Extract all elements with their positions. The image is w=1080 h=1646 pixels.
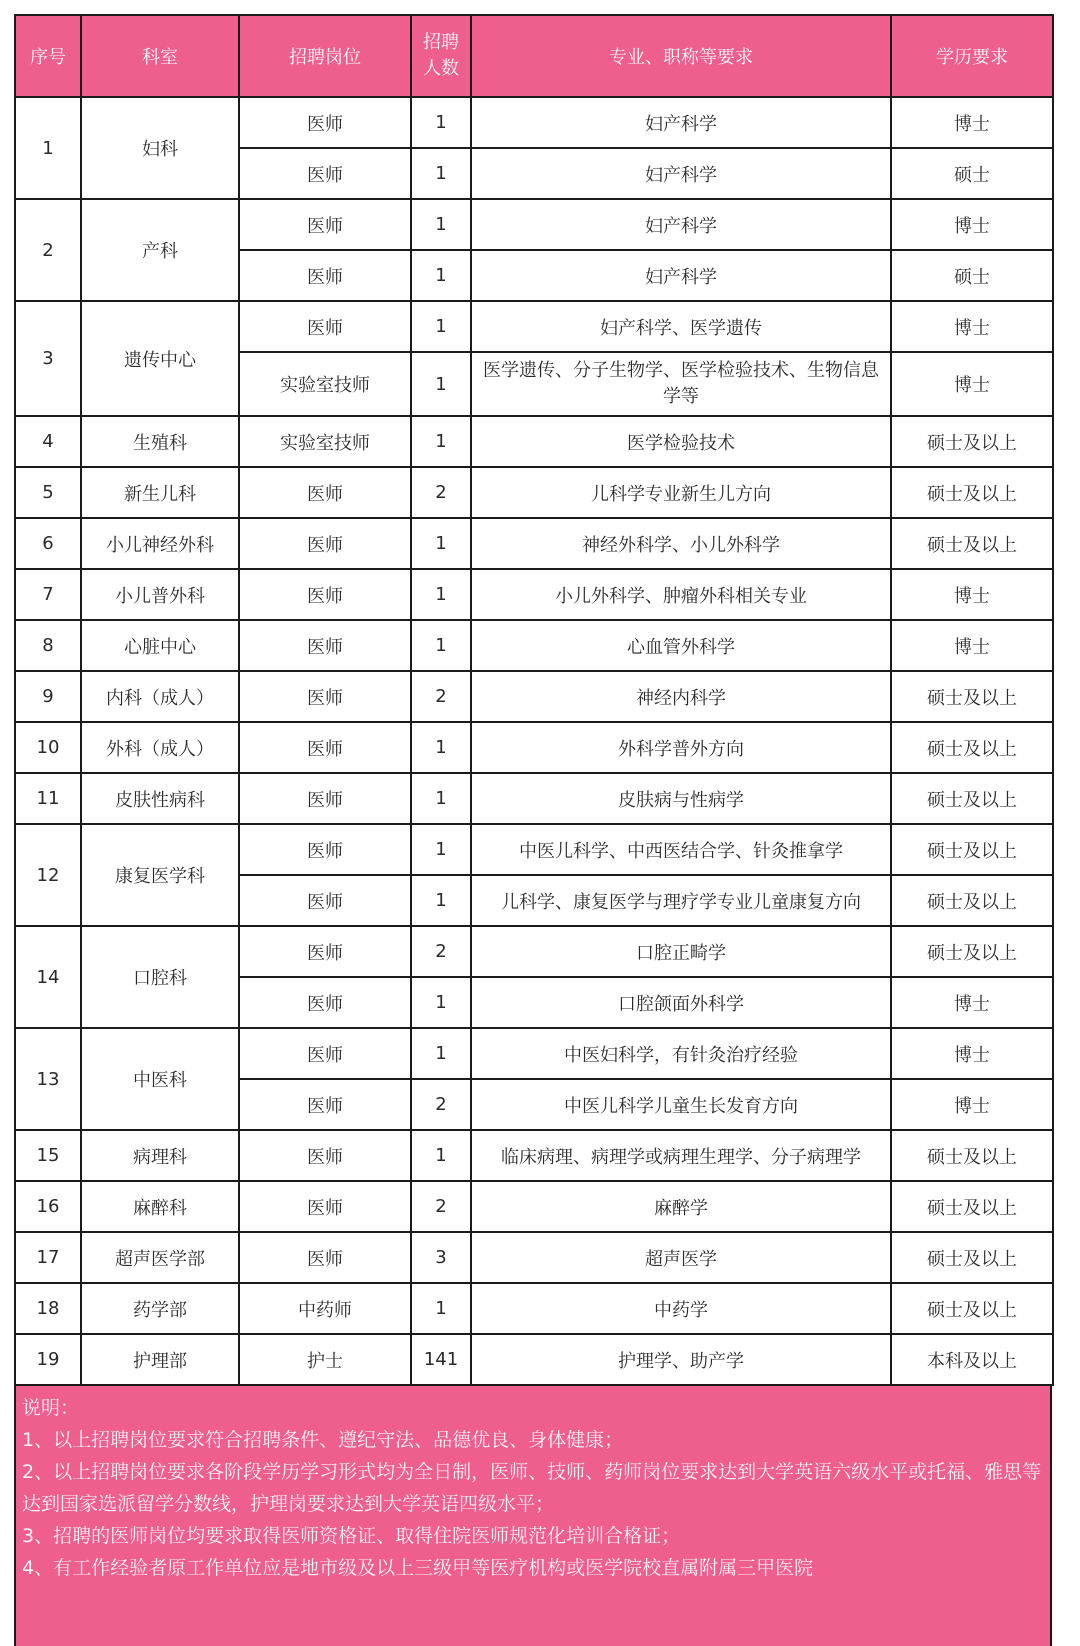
- cell-degree: 硕士及以上: [891, 1181, 1053, 1232]
- cell-count: 1: [411, 416, 471, 467]
- cell-seq: 12: [15, 824, 81, 926]
- cell-major: 中医儿科学儿童生长发育方向: [471, 1079, 891, 1130]
- cell-count: 3: [411, 1232, 471, 1283]
- cell-seq: 16: [15, 1181, 81, 1232]
- cell-count: 2: [411, 1079, 471, 1130]
- cell-count: 1: [411, 977, 471, 1028]
- cell-seq: 6: [15, 518, 81, 569]
- cell-position: 医师: [239, 977, 411, 1028]
- cell-seq: 14: [15, 926, 81, 1028]
- cell-major: 心血管外科学: [471, 620, 891, 671]
- table-row: [15, 1130, 1053, 1181]
- cell-major: 口腔颌面外科学: [471, 977, 891, 1028]
- cell-position: 医师: [239, 926, 411, 977]
- cell-seq: 5: [15, 467, 81, 518]
- cell-position: 医师: [239, 1079, 411, 1130]
- cell-count: 2: [411, 467, 471, 518]
- cell-count: 1: [411, 250, 471, 301]
- cell-degree: 硕士及以上: [891, 824, 1053, 875]
- cell-degree: 硕士及以上: [891, 1232, 1053, 1283]
- cell-count: 1: [411, 824, 471, 875]
- cell-count: 1: [411, 148, 471, 199]
- cell-position: 医师: [239, 250, 411, 301]
- table-row: [15, 1283, 1053, 1334]
- cell-position: 医师: [239, 773, 411, 824]
- cell-major: 小儿外科学、肿瘤外科相关专业: [471, 569, 891, 620]
- table-row: [15, 773, 1053, 824]
- cell-dept: 新生儿科: [81, 467, 239, 518]
- cell-position: 医师: [239, 1232, 411, 1283]
- cell-position: 医师: [239, 518, 411, 569]
- table-row: [15, 467, 1053, 518]
- cell-position: 医师: [239, 199, 411, 250]
- cell-seq: 13: [15, 1028, 81, 1130]
- table-row: [15, 1232, 1053, 1283]
- cell-seq: 1: [15, 97, 81, 199]
- cell-position: 中药师: [239, 1283, 411, 1334]
- cell-count: 1: [411, 620, 471, 671]
- table-row: [15, 97, 1053, 148]
- cell-degree: 硕士及以上: [891, 773, 1053, 824]
- cell-position: 医师: [239, 671, 411, 722]
- header-count: [411, 15, 471, 97]
- table-row: [15, 518, 1053, 569]
- header-count-line1: 招聘: [423, 32, 459, 53]
- cell-position: 医师: [239, 301, 411, 352]
- cell-major: 妇产科学: [471, 97, 891, 148]
- cell-count: 1: [411, 722, 471, 773]
- cell-major: 临床病理、病理学或病理生理学、分子病理学: [471, 1130, 891, 1181]
- cell-degree: 硕士: [891, 148, 1053, 199]
- cell-dept: 麻醉科: [81, 1181, 239, 1232]
- note-item: 1、以上招聘岗位要求符合招聘条件、遵纪守法、品德优良、身体健康；: [22, 1429, 624, 1451]
- cell-major: 中药学: [471, 1283, 891, 1334]
- table-row: [15, 1334, 1053, 1385]
- cell-position: 医师: [239, 620, 411, 671]
- table-row: [15, 926, 1053, 977]
- cell-dept: 妇科: [81, 97, 239, 199]
- cell-position: 医师: [239, 875, 411, 926]
- cell-major: 儿科学专业新生儿方向: [471, 467, 891, 518]
- cell-degree: 博士: [891, 97, 1053, 148]
- cell-degree: 硕士及以上: [891, 518, 1053, 569]
- cell-degree: 博士: [891, 1079, 1053, 1130]
- cell-dept: 皮肤性病科: [81, 773, 239, 824]
- cell-position: 护士: [239, 1334, 411, 1385]
- table-row: [15, 301, 1053, 352]
- cell-degree: 博士: [891, 1028, 1053, 1079]
- cell-seq: 10: [15, 722, 81, 773]
- cell-count: 1: [411, 518, 471, 569]
- cell-degree: 博士: [891, 301, 1053, 352]
- cell-major: 儿科学、康复医学与理疗学专业儿童康复方向: [471, 875, 891, 926]
- table-header: [15, 15, 1053, 97]
- cell-seq: 17: [15, 1232, 81, 1283]
- cell-count: 1: [411, 1028, 471, 1079]
- notes-section: [14, 1386, 1052, 1646]
- cell-degree: 博士: [891, 620, 1053, 671]
- cell-major: 妇产科学: [471, 148, 891, 199]
- cell-major: 中医妇科学，有针灸治疗经验: [471, 1028, 891, 1079]
- cell-major: 妇产科学: [471, 250, 891, 301]
- notes-title: 说明：: [22, 1397, 80, 1419]
- table-row: [15, 824, 1053, 875]
- cell-count: 1: [411, 773, 471, 824]
- cell-major: 医学遗传、分子生物学、医学检验技术、生物信息学等: [471, 352, 891, 416]
- cell-position: 医师: [239, 722, 411, 773]
- cell-dept: 药学部: [81, 1283, 239, 1334]
- cell-dept: 超声医学部: [81, 1232, 239, 1283]
- table-body: [15, 97, 1053, 1385]
- header-dept: 科室: [81, 15, 239, 97]
- cell-position: 医师: [239, 569, 411, 620]
- cell-position: 实验室技师: [239, 352, 411, 416]
- cell-position: 医师: [239, 1181, 411, 1232]
- cell-dept: 遗传中心: [81, 301, 239, 416]
- cell-seq: 19: [15, 1334, 81, 1385]
- cell-count: 1: [411, 199, 471, 250]
- cell-degree: 博士: [891, 352, 1053, 416]
- cell-count: 2: [411, 1181, 471, 1232]
- cell-count: 1: [411, 569, 471, 620]
- cell-count: 141: [411, 1334, 471, 1385]
- cell-degree: 硕士及以上: [891, 875, 1053, 926]
- cell-seq: 4: [15, 416, 81, 467]
- cell-seq: 2: [15, 199, 81, 301]
- table-row: [15, 671, 1053, 722]
- cell-degree: 博士: [891, 977, 1053, 1028]
- cell-major: 妇产科学、医学遗传: [471, 301, 891, 352]
- cell-position: 医师: [239, 1028, 411, 1079]
- cell-dept: 内科（成人）: [81, 671, 239, 722]
- header-degree: 学历要求: [891, 15, 1053, 97]
- cell-degree: 硕士: [891, 250, 1053, 301]
- cell-position: 医师: [239, 467, 411, 518]
- cell-degree: 硕士及以上: [891, 467, 1053, 518]
- cell-degree: 硕士及以上: [891, 1283, 1053, 1334]
- note-item: 4、有工作经验者原工作单位应是地市级及以上三级甲等医疗机构或医学院校直属附属三甲医院: [22, 1557, 814, 1579]
- cell-position: 医师: [239, 1130, 411, 1181]
- cell-major: 麻醉学: [471, 1181, 891, 1232]
- cell-position: 医师: [239, 148, 411, 199]
- cell-seq: 11: [15, 773, 81, 824]
- cell-dept: 产科: [81, 199, 239, 301]
- cell-major: 外科学普外方向: [471, 722, 891, 773]
- cell-major: 皮肤病与性病学: [471, 773, 891, 824]
- cell-major: 妇产科学: [471, 199, 891, 250]
- cell-seq: 7: [15, 569, 81, 620]
- cell-dept: 心脏中心: [81, 620, 239, 671]
- cell-degree: 硕士及以上: [891, 926, 1053, 977]
- cell-major: 口腔正畸学: [471, 926, 891, 977]
- cell-major: 护理学、助产学: [471, 1334, 891, 1385]
- cell-position: 实验室技师: [239, 416, 411, 467]
- cell-major: 神经外科学、小儿外科学: [471, 518, 891, 569]
- cell-position: 医师: [239, 824, 411, 875]
- cell-degree: 博士: [891, 199, 1053, 250]
- header-seq: 序号: [15, 15, 81, 97]
- cell-degree: 硕士及以上: [891, 671, 1053, 722]
- cell-count: 2: [411, 926, 471, 977]
- cell-count: 1: [411, 301, 471, 352]
- cell-position: 医师: [239, 97, 411, 148]
- cell-dept: 小儿普外科: [81, 569, 239, 620]
- header-position: 招聘岗位: [239, 15, 411, 97]
- cell-dept: 小儿神经外科: [81, 518, 239, 569]
- cell-degree: 本科及以上: [891, 1334, 1053, 1385]
- cell-count: 1: [411, 875, 471, 926]
- cell-count: 1: [411, 97, 471, 148]
- cell-dept: 康复医学科: [81, 824, 239, 926]
- cell-major: 超声医学: [471, 1232, 891, 1283]
- cell-degree: 硕士及以上: [891, 722, 1053, 773]
- recruitment-sheet: [14, 14, 1052, 1646]
- cell-dept: 外科（成人）: [81, 722, 239, 773]
- cell-dept: 护理部: [81, 1334, 239, 1385]
- cell-dept: 生殖科: [81, 416, 239, 467]
- cell-seq: 15: [15, 1130, 81, 1181]
- table-row: [15, 620, 1053, 671]
- cell-seq: 18: [15, 1283, 81, 1334]
- table-row: [15, 199, 1053, 250]
- header-major: 专业、职称等要求: [471, 15, 891, 97]
- cell-major: 神经内科学: [471, 671, 891, 722]
- cell-seq: 8: [15, 620, 81, 671]
- table-row: [15, 1181, 1053, 1232]
- cell-count: 1: [411, 352, 471, 416]
- cell-seq: 3: [15, 301, 81, 416]
- cell-degree: 博士: [891, 569, 1053, 620]
- table-row: [15, 569, 1053, 620]
- cell-count: 2: [411, 671, 471, 722]
- cell-dept: 病理科: [81, 1130, 239, 1181]
- note-item: 3、招聘的医师岗位均要求取得医师资格证、取得住院医师规范化培训合格证；: [22, 1525, 681, 1547]
- cell-degree: 硕士及以上: [891, 1130, 1053, 1181]
- table-row: [15, 416, 1053, 467]
- cell-dept: 中医科: [81, 1028, 239, 1130]
- header-count-line2: 人数: [423, 58, 459, 79]
- table-row: [15, 722, 1053, 773]
- recruitment-table: [14, 14, 1054, 1386]
- cell-major: 中医儿科学、中西医结合学、针灸推拿学: [471, 824, 891, 875]
- cell-degree: 硕士及以上: [891, 416, 1053, 467]
- table-row: [15, 1028, 1053, 1079]
- cell-major: 医学检验技术: [471, 416, 891, 467]
- cell-count: 1: [411, 1130, 471, 1181]
- cell-dept: 口腔科: [81, 926, 239, 1028]
- note-item: 2、以上招聘岗位要求各阶段学历学习形式均为全日制，医师、技师、药师岗位要求达到大学英语六级水平或托福、雅思等达到国家选派留学分数线，护理岗要求达到大学英语四级水平；: [22, 1461, 1042, 1515]
- cell-seq: 9: [15, 671, 81, 722]
- cell-count: 1: [411, 1283, 471, 1334]
